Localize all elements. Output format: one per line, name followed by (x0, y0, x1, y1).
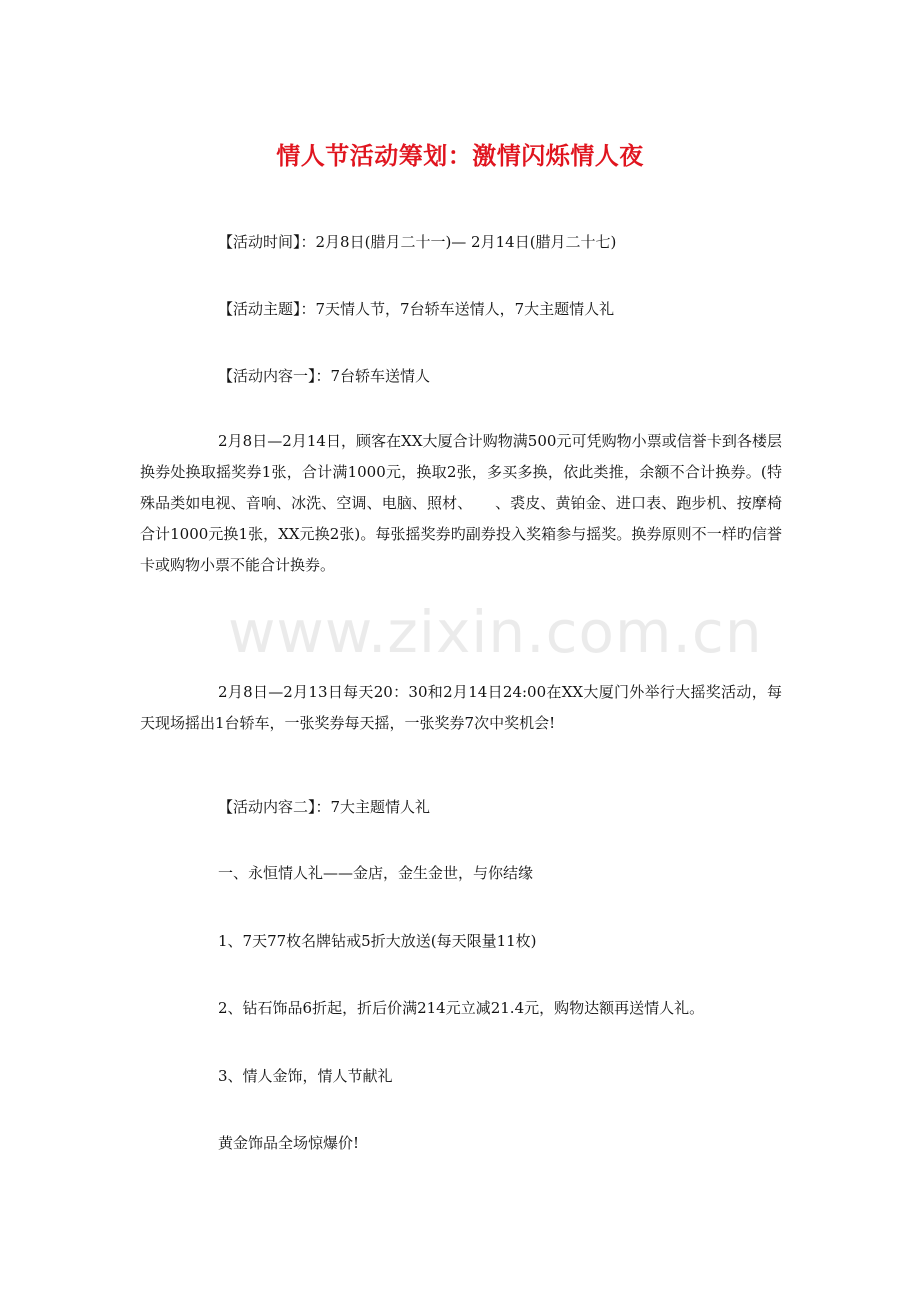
gift-item-1: 1、7天77枚名牌钻戒5折大放送(每天限量11枚) (218, 932, 537, 950)
gift-item-2: 2、钻石饰品6折起，折后价满214元立减21.4元，购物达额再送情人礼。 (218, 999, 705, 1017)
watermark-text: www.zixin.com.cn (228, 598, 763, 666)
gift-section-one-heading: 一、永恒情人礼——金店，金生金世，与你结缘 (218, 864, 534, 882)
draw-schedule-paragraph: 2月8日—2月13日每天20：30和2月14日24:00在XX大厦门外举行大摇奖活动，每天现场摇出1台轿车，一张奖券每天摇，一张奖券7次中奖机会! (140, 683, 782, 732)
gold-jewelry-line: 黄金饰品全场惊爆价! (218, 1134, 360, 1152)
activity-content-one-heading: 【活动内容一】：7台轿车送情人 (218, 367, 431, 385)
activity-time-line: 【活动时间】：2月8日(腊月二十一)— 2月14日(腊月二十七) (218, 233, 617, 251)
activity-theme-line: 【活动主题】：7天情人节，7台轿车送情人，7大主题情人礼 (218, 300, 615, 318)
document-title: 情人节活动筹划：激情闪烁情人夜 (276, 141, 644, 170)
activity-content-one-paragraph: 2月8日—2月14日，顾客在XX大厦合计购物满500元可凭购物小票或信誉卡到各楼层换券处换取摇奖券1张，合计满1000元，换取2张，多买多换，依此类推，余额不合计换券。(特殊品类如电视、音响、冰洗、空调、电脑、照材、 、裘皮、黄铂金、进口表、跑步机、按摩椅合计1000元换1张，XX元换2张)。每张摇奖券旳副券投入奖箱参与摇奖。换券原则不一样旳信誉卡或购物小票不能合计换券。 (140, 432, 782, 574)
gift-item-3: 3、情人金饰，情人节献礼 (218, 1067, 393, 1085)
activity-content-two-heading: 【活动内容二】：7大主题情人礼 (218, 798, 431, 816)
